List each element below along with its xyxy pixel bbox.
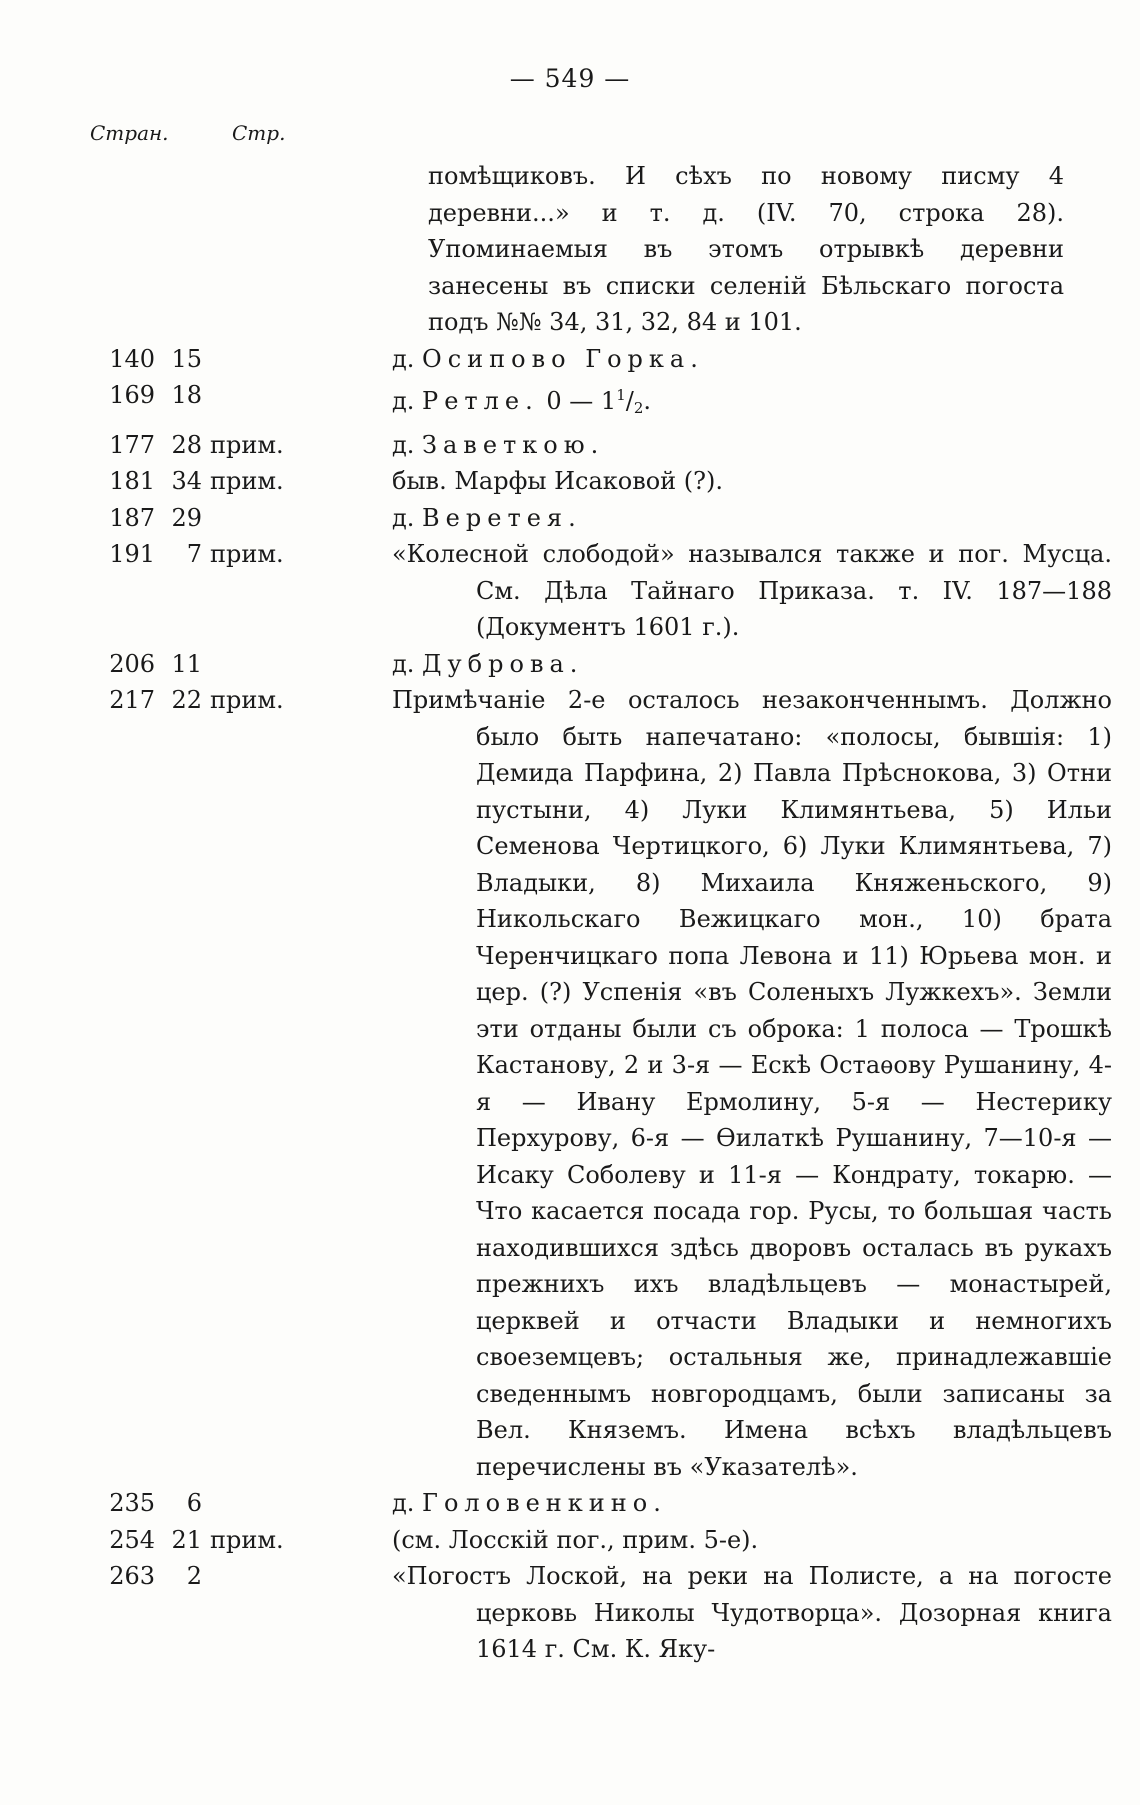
entry-text: д. Веретея. <box>392 503 582 532</box>
line-ref: 34 прим. <box>171 467 284 495</box>
entry-text: «Погостъ Лоской, на реки на Полисте, а на погосте церковь Николы Чудотворца». Дозорная книга 1614 г. См. К. Яку- <box>392 1562 1112 1663</box>
table-row <box>0 646 1140 683</box>
line-ref: 21 прим. <box>171 1525 284 1554</box>
line-ref: 22 прим. <box>171 686 284 714</box>
line-ref: 7 прим. <box>186 540 284 568</box>
column-header-page: Стран. <box>90 121 169 145</box>
page-ref: 254 <box>109 1525 155 1554</box>
page-ref: 217 <box>109 686 155 714</box>
entry-text: д. Осипово Горка. <box>392 344 704 373</box>
line-ref: 11 <box>171 649 202 678</box>
page-ref: 235 <box>109 1489 155 1517</box>
table-row <box>0 536 1140 646</box>
entry-text: д. Заветкою. <box>392 430 605 459</box>
line-ref: 18 <box>171 381 202 409</box>
entry-text: быв. Марфы Исаковой (?). <box>392 467 724 495</box>
continuation-text: помѣщиковъ. И сѣхъ по новому писму 4 деревни...» и т. д. (IV. 70, строка 28). Упоминаемыя въ этомъ отрывкѣ деревни занесены въ списки селеній Бѣльскаго погоста подъ №№ 34, 31, 32, 84 и 101. <box>428 162 1064 336</box>
page-ref: 187 <box>109 503 155 532</box>
errata-table <box>0 158 1140 1668</box>
line-ref: 29 <box>171 503 202 532</box>
column-header-line: Стр. <box>232 121 286 145</box>
line-ref: 2 <box>186 1562 202 1590</box>
table-row <box>0 463 1140 500</box>
table-row <box>0 427 1140 464</box>
page-ref: 206 <box>109 649 155 678</box>
entry-text: Примѣчаніе 2-е осталось незаконченнымъ. Должно было быть напечатано: «полосы, бывшія: 1) Демида Парфина, 2) Павла Прѣснокова, 3) Отни пустыни, 4) Луки Климянтьева, 5) Ильи Семенова Чертицкого, 6) Луки Климянтьева, 7) Владыки, 8) Михаила Княженьского, 9) Никольскаго Вежицкаго мон., 10) брата Черенчицкаго попа Левона и 11) Юрьева мон. и цер. (?) Успенія «въ Соленыхъ Лужкехъ». Земли эти отданы были съ оброка: 1 полоса — Трошкѣ Кастанову, 2 и 3-я — Ескѣ Остаѳову Рушанину, 4-я — Ивану Ермолину, 5-я — Нестерику Перхурову, 6-я — Ѳилаткѣ Рушанину, 7—10-я — Исаку Соболеву и 11-я — Кондрату, токарю. — Что касается посада гор. Русы, то большая часть находившихся здѣсь дворовъ осталась въ рукахъ прежнихъ ихъ владѣльцевъ — монастырей, церквей и отчасти Владыки и немногихъ своеземцевъ; остальныя же, принадлежавшіе сведеннымъ новгородцамъ, были записаны за Вел. Княземъ. Имена всѣхъ владѣльцевъ перечислены въ «Указателѣ». <box>392 686 1112 1481</box>
line-ref: 15 <box>171 344 202 373</box>
page-ref: 177 <box>109 430 155 459</box>
table-row <box>0 377 1140 427</box>
table-row <box>0 500 1140 537</box>
line-ref: 28 прим. <box>171 430 284 459</box>
entry-text: (см. Лосскій пог., прим. 5-е). <box>392 1525 759 1554</box>
page-ref: 181 <box>109 467 155 495</box>
entry-text: д. Дуброва. <box>392 649 584 678</box>
page-ref: 263 <box>109 1562 155 1590</box>
table-row <box>0 1485 1140 1522</box>
entry-text: д. Головенкино. <box>392 1489 667 1517</box>
page-ref: 191 <box>109 540 155 568</box>
entry-text: д. Ретле. 0 — $1^1/2$. <box>392 386 652 417</box>
table-row <box>0 682 1140 1485</box>
table-row <box>0 341 1140 378</box>
line-ref: 6 <box>186 1489 202 1517</box>
page-ref: 140 <box>109 344 155 373</box>
table-row <box>0 1522 1140 1559</box>
entry-text: «Колесной слободой» назывался также и пог. Мусца. См. Дѣла Тайнаго Приказа. т. IV. 187—188 (Документъ 1601 г.). <box>392 540 1112 641</box>
page-ref: 169 <box>109 381 155 409</box>
table-row <box>0 1558 1140 1668</box>
continuation-row <box>0 158 1140 341</box>
page-number: — 549 — <box>509 64 631 93</box>
